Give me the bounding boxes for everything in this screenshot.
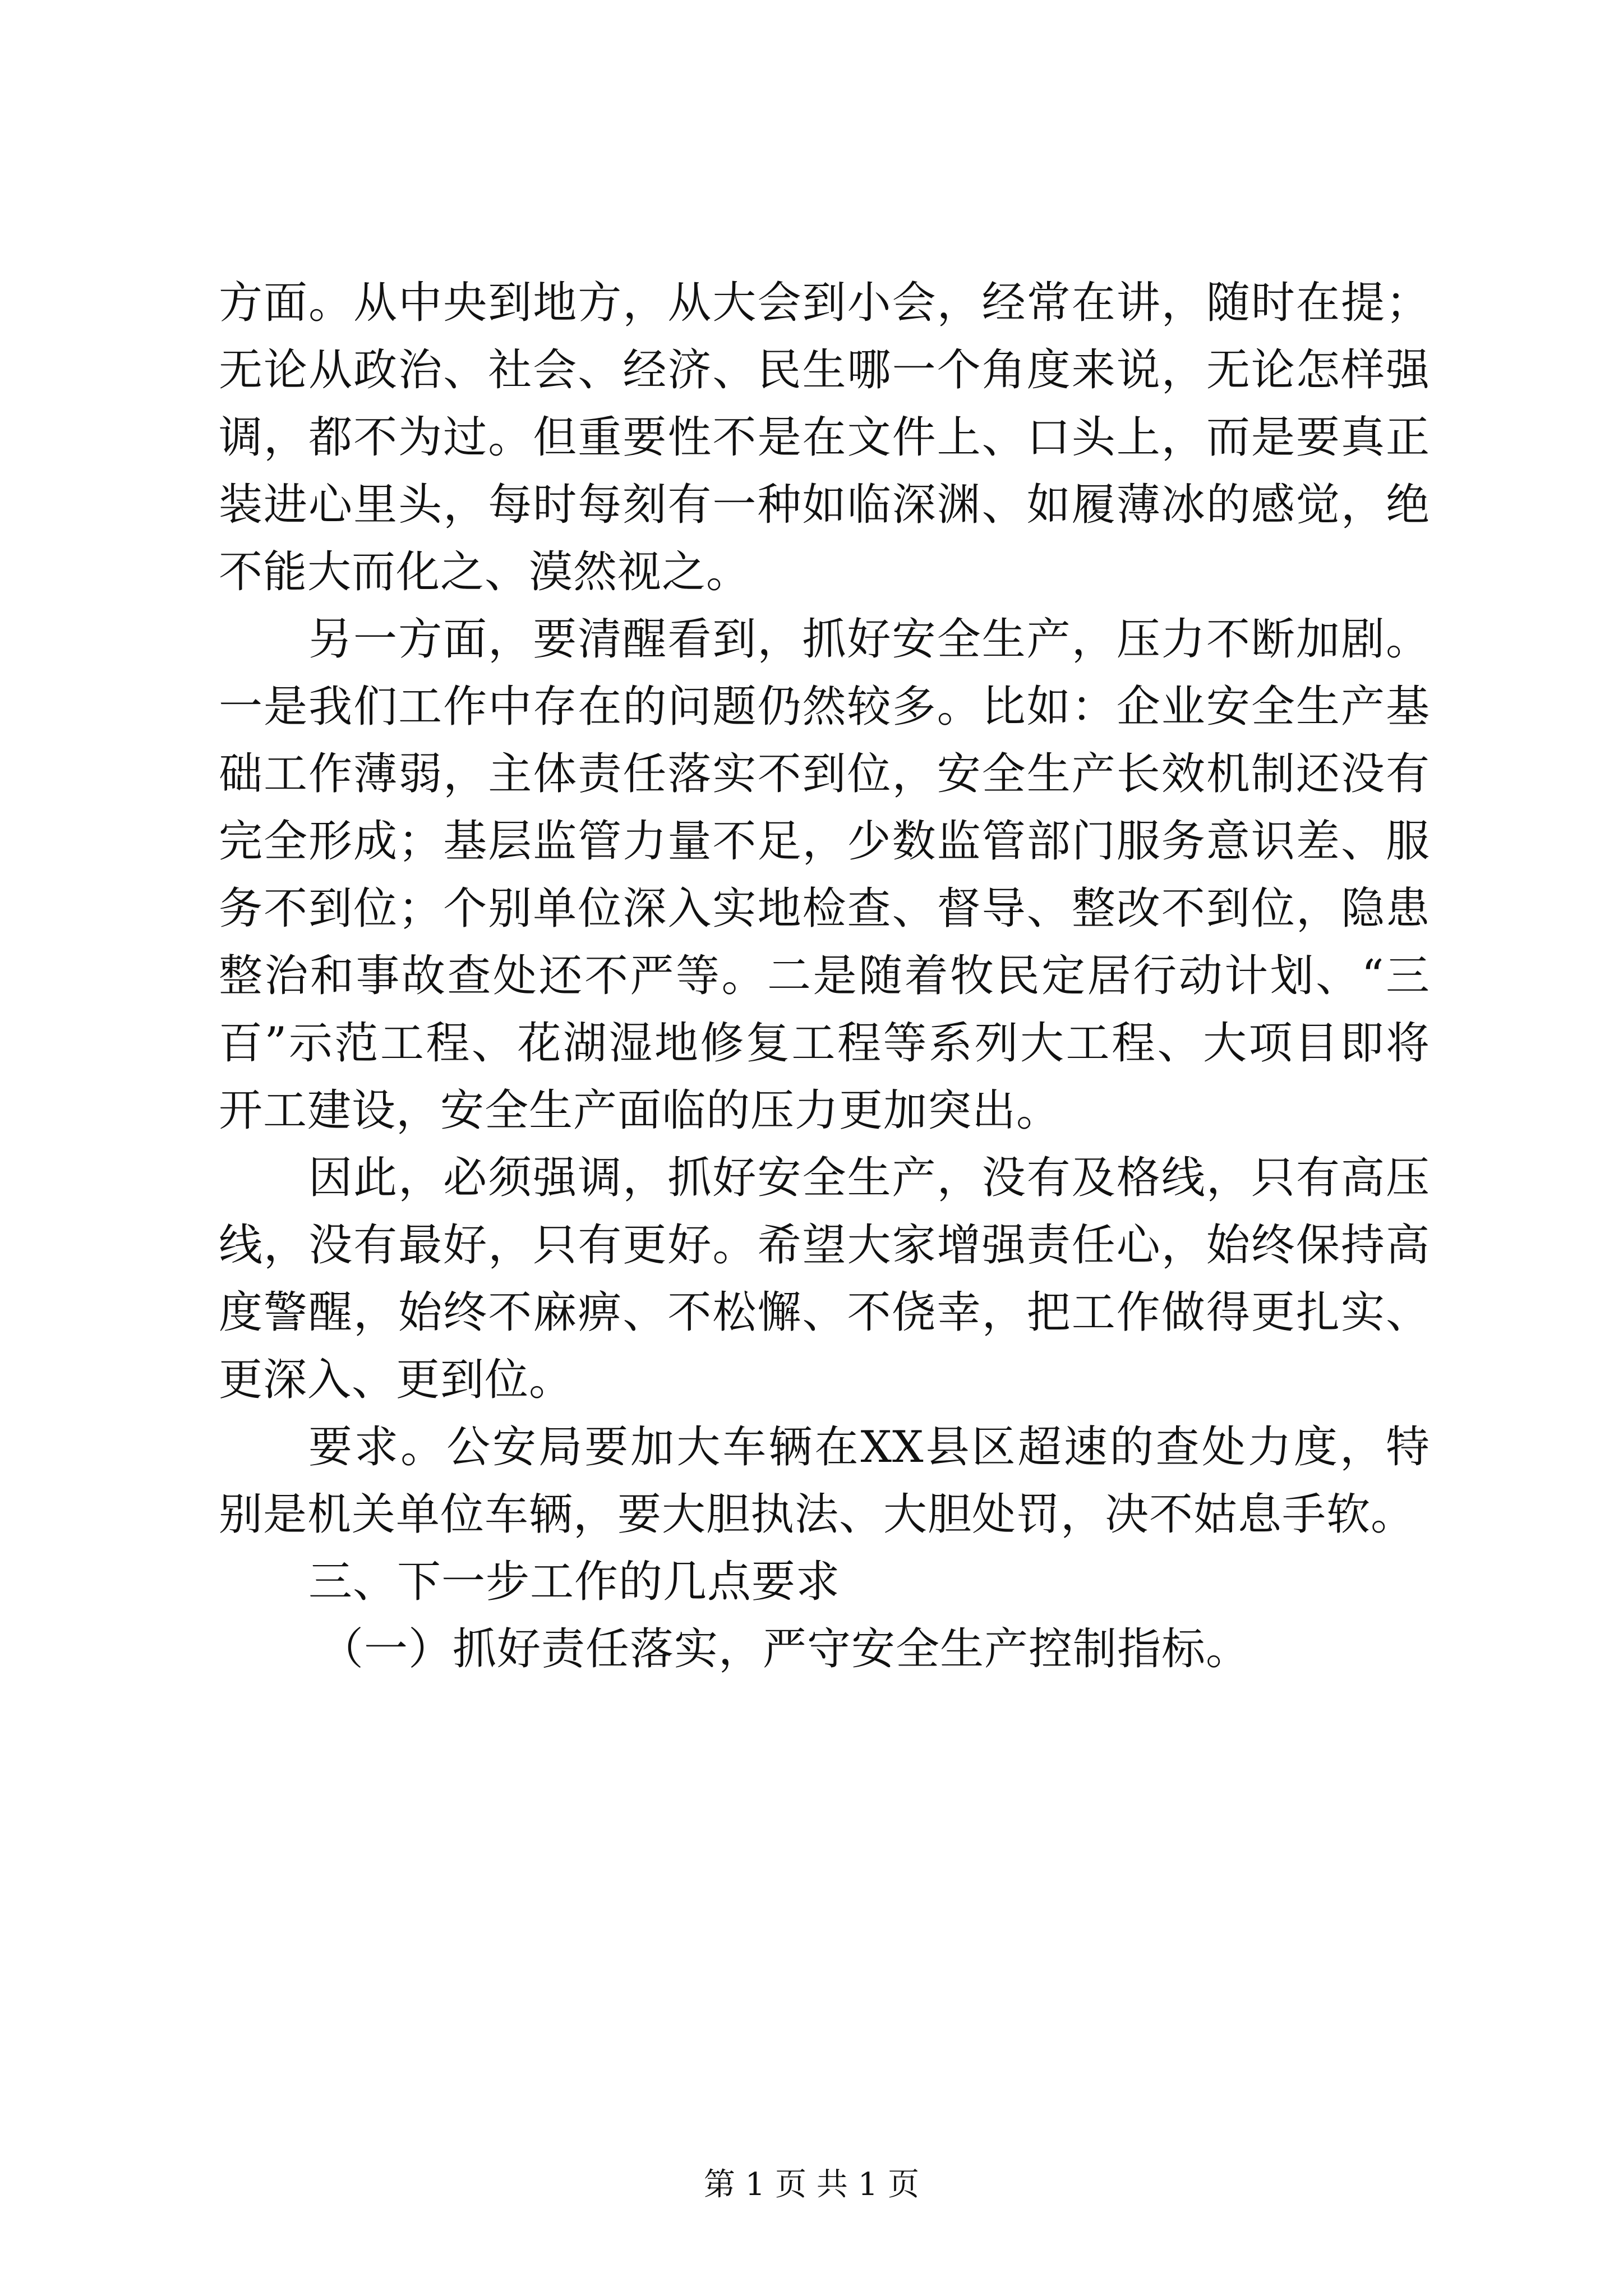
- paragraph-requirement: 要求。公安局要加大车辆在XX县区超速的查处力度，特别是机关单位车辆，要大胆执法、大胆处罚，决不姑息手软。: [219, 1422, 1430, 1540]
- paragraph-therefore: 因此，必须强调，抓好安全生产，没有及格线，只有高压线，没有最好，只有更好。希望大家增强责任心，始终保持高度警醒，始终不麻痹、不松懈、不侥幸，把工作做得更扎实、更深入、更到位。: [219, 1153, 1430, 1405]
- paragraph-pressure: 另一方面，要清醒看到，抓好安全生产，压力不断加剧。一是我们工作中存在的问题仍然较多。比如：企业安全生产基础工作薄弱，主体责任落实不到位，安全生产长效机制还没有完全形成；基层监管力量不足，少数监管部门服务意识差、服务不到位；个别单位深入实地检查、督导、整改不到位，隐患整治和事故查处还不严等。二是随着牧民定居行动计划、“三百”示范工程、花湖湿地修复工程等系列大工程、大项目即将开工建设，安全生产面临的压力更加突出。: [219, 614, 1430, 1136]
- section-heading: 三、下一步工作的几点要求: [308, 1557, 841, 1607]
- document-body: [219, 269, 1430, 1683]
- subsection-heading: （一）抓好责任落实，严守安全生产控制指标。: [320, 1624, 1251, 1674]
- page-footer: 第 1 页 共 1 页: [703, 2166, 920, 2203]
- paragraph-continued: 方面。从中央到地方，从大会到小会，经常在讲，随时在提；无论从政治、社会、经济、民生哪一个角度来说，无论怎样强调，都不为过。但重要性不是在文件上、口头上，而是要真正装进心里头，每时每刻有一种如临深渊、如履薄冰的感觉，绝不能大而化之、漠然视之。: [219, 278, 1430, 597]
